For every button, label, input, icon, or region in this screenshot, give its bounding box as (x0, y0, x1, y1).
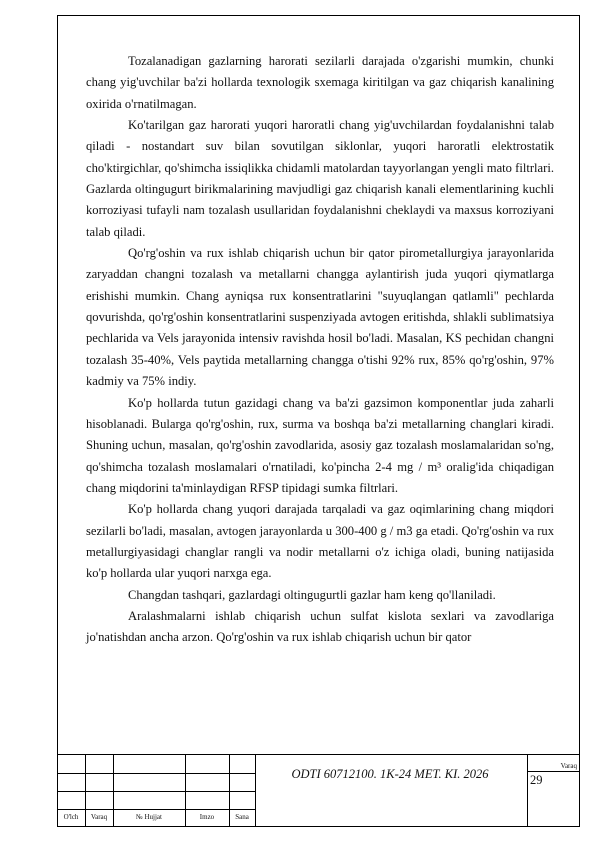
sheet-label: Varaq (560, 762, 577, 770)
column-hujjat-label: № Hujjat (136, 813, 162, 821)
paragraph: Ko'tarilgan gaz harorati yuqori haroratli chang yig'uvchilardan foydalanishni talab qiladi - nostandart suv bilan sovutilgan siklonlar, yuqori haroratli elektrostatik cho'ktirgichlar, qo'shimcha issiqlikka chidamli matolardan tayyorlangan yengli mato filtrlari. Gazlarda oltingugurt birikmalarining mavjudligi gaz chiqarish kanali elementlarining kuchli korroziyasi tufayli nam tozalash usullaridan foydalanishni cheklaydi va maxsus korroziyani talab qiladi. (86, 118, 554, 239)
paragraph: Ko'p hollarda tutun gazidagi chang va ba'zi gazsimon komponentlar juda zaharli hisoblanadi. Bularga qo'rg'oshin, rux, surma va boshqa ba'zi metallarning changlari kiradi. Shuning uchun, masalan, qo'rg'oshin zavodlarida, asosiy gaz tozalash moslamalaridan so'ng, qo'shimcha tozalash moslamalari o'rnatiladi, ko'pincha 2-4 mg / m³ oralig'ida chiqadigan chang miqdorini ta'minlaydigan RFSP tipidagi sumka filtrlari. (86, 395, 554, 495)
page-number: 29 (530, 773, 543, 787)
paragraph: Qo'rg'oshin va rux ishlab chiqarish uchun bir qator pirometallurgiya jarayonlarida zaryaddan changni tozalash va metallarni changga aylantirish juda yuqori qiymatlarga erishishi mumkin. Chang ayniqsa rux konsentratlarini "suyuqlangan qatlamli" pechlarda qovurishda, qo'rg'oshin konsentratlarini suspenziyada avtogen eritishda, shlakli sublimatsiya pechlarida va Vels jarayonida intensiv ravishda hosil bo'ladi. Masalan, KS pechidan changni tozalash 35-40%, Vels paytida metallarning changga o'tishi 92% rux, 85% qo'rg'oshin, 97% kadmiy va 75% indiy. (86, 246, 554, 389)
document-body (86, 51, 554, 649)
paragraph: Ko'p hollarda chang yuqori darajada tarqaladi va gaz oqimlarining chang miqdori sezilarli bo'ladi, masalan, avtogen jarayonlarda u 300-400 g / m3 ga etadi. Qo'rg'oshin va rux metallurgiyasidagi changlar rangli va nodir metallarni o'z ichiga oladi, buning natijasida ko'p hollarda ular yuqori narxga ega. (86, 502, 554, 581)
paragraph: Aralashmalarni ishlab chiqarish uchun sulfat kislota sexlari va zavodlariga jo'natishdan ancha arzon. Qo'rg'oshin va rux ishlab chiqarish uchun bir qator (86, 608, 554, 645)
column-sana-label: Sana (235, 813, 249, 821)
paragraph: Tozalanadigan gazlarning harorati sezilarli darajada o'zgarishi mumkin, chunki chang yig'uvchilar ba'zi hollarda texnologik sxemaga kiritilgan va gaz chiqarish kanalining oxirida o'rnatilmagan. (86, 54, 554, 111)
column-imzo-label: Imzo (199, 813, 215, 821)
column-varaq-label: Varaq (90, 813, 108, 821)
title-block (57, 754, 580, 827)
paragraph: Changdan tashqari, gazlardagi oltingugurtli gazlar ham keng qo'llaniladi. (128, 587, 496, 602)
document-code: ODTI 60712100. 1K-24 MET. KI. 2026 (291, 767, 489, 781)
column-olch-label: O'lch (63, 813, 79, 821)
